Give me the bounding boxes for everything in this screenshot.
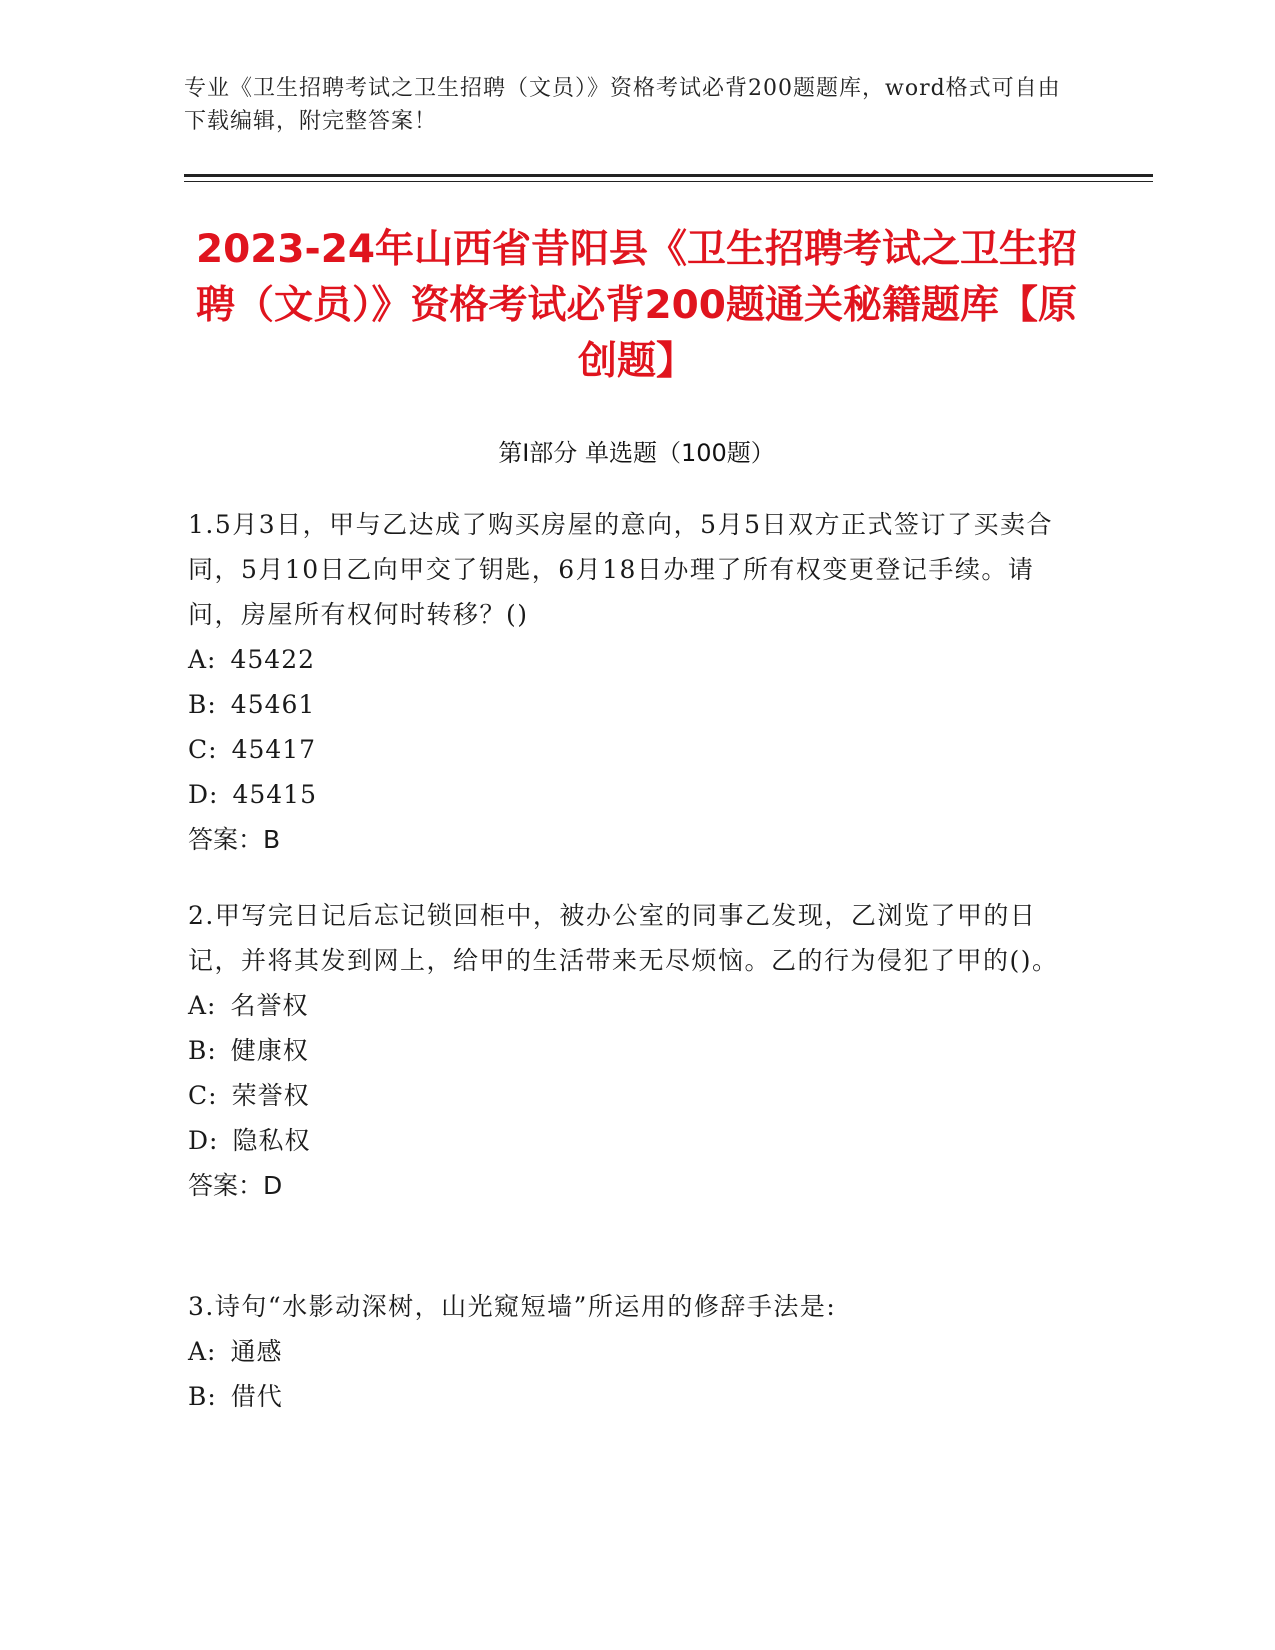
question-1	[188, 502, 1078, 862]
option-key: A:	[188, 1337, 217, 1366]
option-text: 借代	[230, 1382, 283, 1411]
option-key: A:	[188, 645, 217, 674]
option-d	[188, 1118, 1078, 1163]
option-c	[188, 727, 1078, 772]
option-b	[188, 1028, 1078, 1073]
option-a	[188, 983, 1078, 1028]
option-b	[188, 1374, 1078, 1419]
question-2	[188, 893, 1078, 1208]
option-key: B:	[188, 1382, 217, 1411]
option-key: C:	[188, 735, 218, 764]
option-a	[188, 637, 1078, 682]
header-divider-thin	[184, 181, 1153, 182]
document-title: 2023-24年山西省昔阳县《卫生招聘考试之卫生招聘（文员）》资格考试必背200题通关秘籍题库【原创题】	[195, 227, 1077, 384]
option-key: A:	[188, 991, 217, 1020]
option-d	[188, 772, 1078, 817]
answer-line: 答案：B	[188, 825, 281, 854]
question-3	[188, 1284, 1078, 1419]
option-key: B:	[188, 1036, 217, 1065]
answer-line: 答案：D	[188, 1171, 283, 1200]
option-text: 通感	[230, 1337, 283, 1366]
question-stem: 1.5月3日，甲与乙达成了购买房屋的意向，5月5日双方正式签订了买卖合同，5月10日乙向甲交了钥匙，6月18日办理了所有权变更登记手续。请问，房屋所有权何时转移？()	[188, 510, 1053, 629]
option-key: D:	[188, 780, 219, 809]
option-text: 隐私权	[232, 1126, 311, 1155]
option-a	[188, 1329, 1078, 1374]
option-text: 45417	[231, 735, 317, 764]
option-text: 荣誉权	[231, 1081, 310, 1110]
question-stem: 3.诗句“水影动深树，山光窥短墙”所运用的修辞手法是:	[188, 1292, 837, 1321]
option-c	[188, 1073, 1078, 1118]
question-stem: 2.甲写完日记后忘记锁回柜中，被办公室的同事乙发现，乙浏览了甲的日记，并将其发到网上，给甲的生活带来无尽烦恼。乙的行为侵犯了甲的()。	[188, 901, 1059, 975]
option-b	[188, 682, 1078, 727]
option-text: 45415	[232, 780, 317, 809]
option-text: 名誉权	[230, 991, 309, 1020]
option-key: B:	[188, 690, 217, 719]
option-text: 45461	[230, 690, 316, 719]
option-text: 45422	[230, 645, 316, 674]
option-key: C:	[188, 1081, 218, 1110]
option-text: 健康权	[230, 1036, 309, 1065]
header-note: 专业《卫生招聘考试之卫生招聘（文员）》资格考试必背200题题库，word格式可自由下载编辑，附完整答案！	[184, 76, 1061, 134]
header-divider-thick	[184, 174, 1153, 177]
section-heading: 第I部分 单选题（100题）	[498, 439, 775, 467]
option-key: D:	[188, 1126, 219, 1155]
